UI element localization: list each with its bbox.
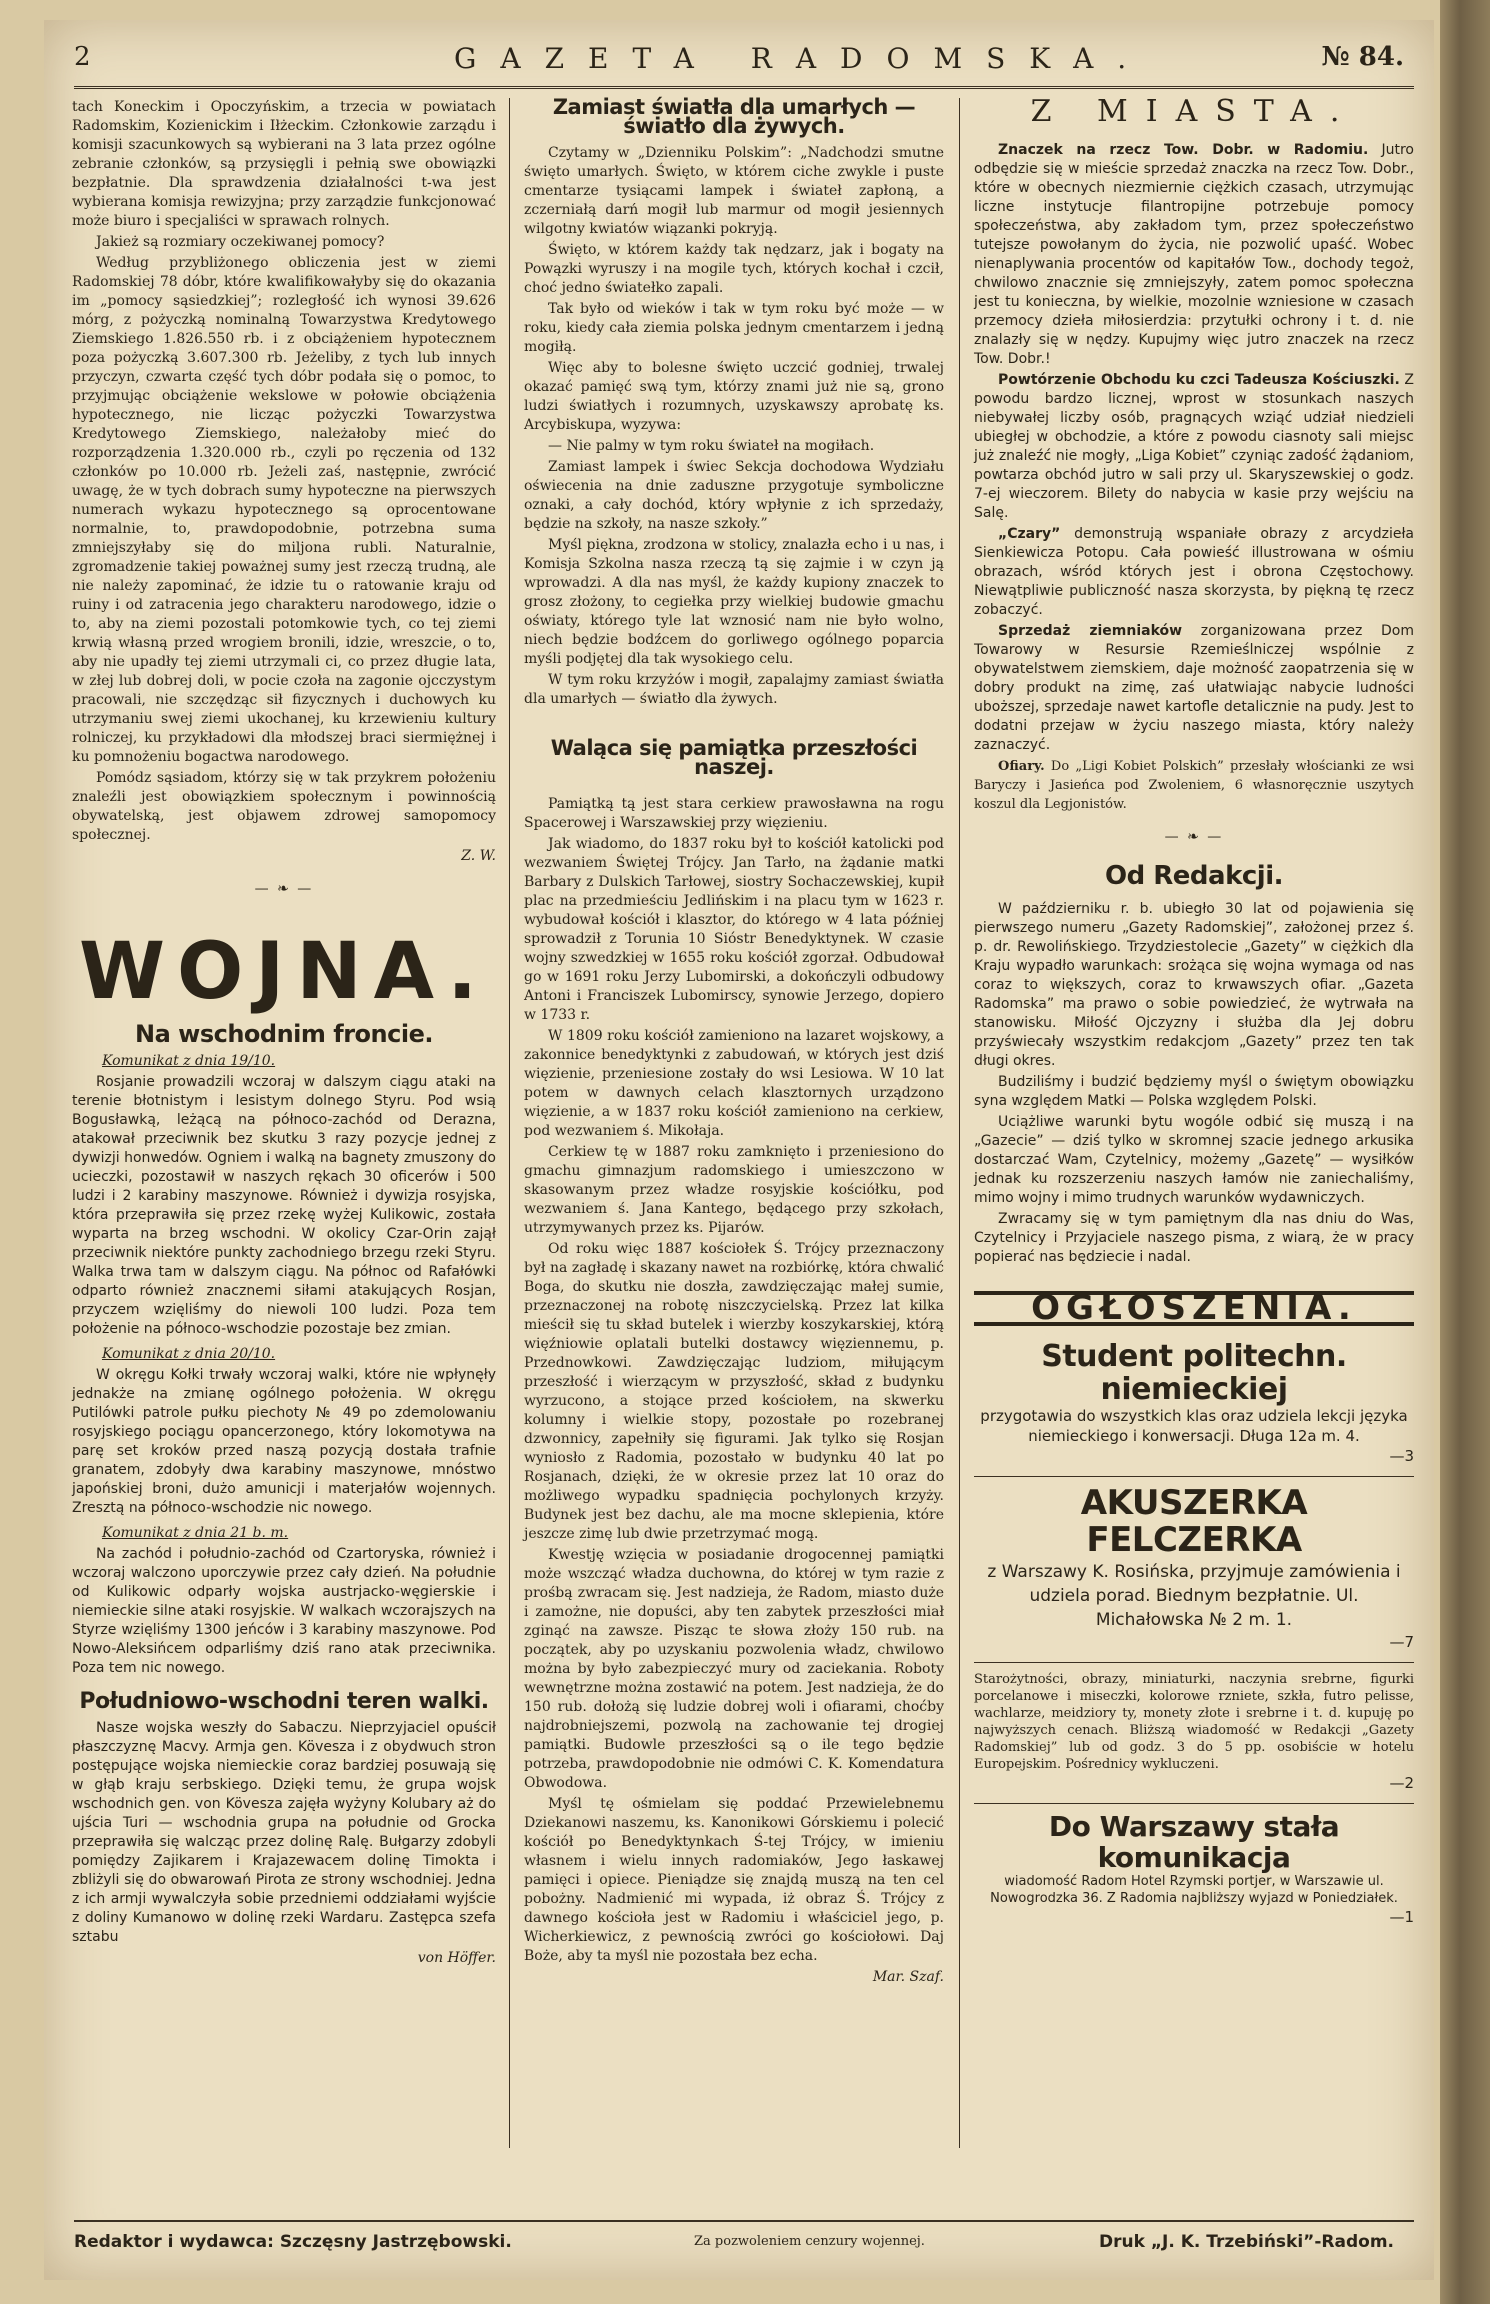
intro-signature: Z. W. [461,848,496,864]
ad-body: z Warszawy K. Rosińska, przyjmuje zamówienia i udziela porad. Biednym bezpłatnie. Ul. Michałowska № 2 m. 1. [987,1561,1401,1630]
ad-title: Do Warszawy stała komunikacja [1048,1809,1340,1874]
ad-body: Starożytności, obrazy, miniaturki, naczynia srebrne, figurki porcelanowe i miseczki, kolorowe rzniete, szkła, futro pelisse, wachlarze, meidziory ty, monety złote i srebrne i t. d. kupuję po najwyższych cenach. Bliższą wiadomość w Redakcji „Gazety Radomskiej” lub od godz. 3 do 5 pp. osobiście w hotelu Europejskim. Pośrednicy wykluczeni. [974,1671,1414,1772]
intro-paragraph: Pomódz sąsiadom, którzy się w tak przykrem położeniu znaleźli jest obowiązkiem społecznym i powinnością obywatelską, jest objawem zdrowej samopomocy społecznej. [72,770,496,843]
issue-number: № 84. [1321,42,1404,72]
column-2 [524,95,944,1989]
city-news-lead: Ofiary. [998,759,1045,774]
footer-editor: Redaktor i wydawca: Szczęsny Jastrzębowski. [74,2232,512,2252]
article-paragraph: W tym roku krzyżów i mogił, zapalajmy zamiast światła dla umarłych — światło dla żywych. [524,672,944,707]
ad-antiques [974,1663,1414,1804]
war-heading: WOJNA. [78,927,490,1017]
southeast-signature: von Höffer. [417,1950,496,1966]
ad-midwife [974,1477,1414,1663]
article-paragraph: Od roku więc 1887 kościołek Ś. Trójcy przeznaczony był na zagładę i skazany nawet na rozbiórkę, która chwalić Boga, do skutku nie doszła, zawdzięczając małej sumie, przeznaczonej na robotę niszczycielską. Przez lat kilka mieścił się tu skład butelek i wierzby koszykarskiej, którą więźniowie oplatali butelki dostawcy więziennemu, p. Przednowkowi. Zawdzięczając ludziom, miłującym przeszłość i wierzącym w przyszłość, skład z budynku wyrzucono, a stojące przed kościołem, na skwerku kolumny i wielkie stopy, pozostałe po rozebranej dzwonnicy, zapełniły się figurami. Jak tylko się Rosjan wyniosło z Radomia, pozostało w budynku 40 lat po Rosjanach, dzięki, że w okresie przez lat 10 oraz do możliwego wypadku spadnięcia pochylonych krzyży. Budynek jest bez dachu, ale ma mocne sklepienia, które jeszcze zimę lub dwie przetrzymać mogą. [524,1241,944,1542]
communique-text: Rosjanie prowadzili wczoraj w dalszym ciągu ataki na terenie błotnistym i lesistym dolnego Styru. Pod wsią Bogusławką, leżącą na północo-zachód od Derazna, atakował przeciwnik bez skutku 3 razy pozycje jednej z dywizji honwedów. Ogniem i walką na bagnety zmuszony do ucieczki, pozostawił w naszych rękach 30 oficerów i 500 ludzi i 2 karabiny maszynowe. Również i dywizja rosyjska, która przeprawiła się przez rzekę wyżej Kulikowic, została wyparta na brzeg wschodni. W okolicy Czar-Orin zajął przeciwnik niektóre punkty zachodniego brzegu rzeki Styru. Walka trwa tam w dalszym ciągu. Na północ od Rafałówki odparto również znacznemi siłami atakujących Rosjan, przyczem wzięliśmy do niewoli 100 ludzi. Poza tem położenie na północo-wschodzie pozostaje bez zmian. [72,1074,496,1337]
article-heading-church: Waląca się pamiątka przeszłości naszej. [550,736,918,779]
article-paragraph: — Nie palmy w tym roku świateł na mogiłach. [548,438,875,454]
ad-title: Student politechn. niemieckiej [1041,1339,1347,1407]
article-paragraph: Kwestję wzięcia w posiadanie drogocennej pamiątki może wszcząć władza duchowna, do której w tym razie z prośbą zwracam się. Jest nadzieja, że Radom, miasto duże i zamożne, nie dopuści, aby ten zabytek przeszłości miał zginąć na zawsze. Pisząc te słowa złoży 150 rub. na początek, aby po uzyskaniu pozwolenia władz, chwilowo można by było zabezpieczyć mury od zaciekania. Roboty wewnętrzne można zostawić na potem. Jest nadzieja, że do 150 rub. dołożą się ludzie dobrej woli i ofiarami, choćby najdrobniejszemi, pozwolą na zachowanie tej drogiej pamiątki. Budowle przeszłości są o ile tego będzie potrzeba, prawdopodobnie nie odmówi C. K. Komendatura Obwodowa. [524,1547,944,1791]
southeast-front-heading: Południowo-wschodni teren walki. [79,1689,489,1714]
ornament-divider: — ❧ — [254,881,314,897]
city-news-lead: „Czary” [998,526,1061,542]
article-paragraph: Jak wiadomo, do 1837 roku był to kościół katolicki pod wezwaniem Świętej Trójcy. Jan Tarło, na żądanie matki Barbary z Dulskich Tarłowej, siostry Sochaczewskiej, kupił plac na przedmieściu Jedlińskim i na placu tym w 1623 r. wybudował kościół i klasztor, do którego w 4 lata później sprowadził z Torunia 10 Sióstr Benedyktynek. W czasie wojny szwedzkiej w 1655 roku kościół zgorzał. Odbudował go w 1691 roku Jerzy Lubomirski, a dokończyli odbudowy Antoni i Franciszek Lubomirscy, synowie Jerzego, dopiero w 1733 r. [524,836,944,1023]
city-news-heading: Z MIASTA. [1030,94,1358,129]
ad-transport [974,1804,1414,1938]
ad-body: przygotawia do wszystkich klas oraz udziela lekcji języka niemieckiego i konwersacji. Długa 12a m. 4. [980,1407,1408,1445]
ads-heading: OGŁOSZENIA. [974,1291,1414,1326]
column-3 [974,94,1415,1937]
city-news-lead: Znaczek na rzecz Tow. Dobr. w Radomiu. [998,142,1369,158]
ad-student [974,1332,1414,1477]
article-paragraph: Pamiątką tą jest stara cerkiew prawosławna na rogu Spacerowej i Warszawskiej przy więzieniu. [524,796,944,831]
footer-censor: Za pozwoleniem cenzury wojennej. [694,2234,925,2249]
communique-text: Na zachód i południo-zachód od Czartoryska, również i wczoraj walczono uporczywie przez cały dzień. Na południe od Kulikowic odparły wojska austrjacko-węgierskie i niemieckie silne ataki rosyjskie. W walkach wczorajszych na Styrze wzięliśmy 1300 jeńców i 3 karabiny maszynowe. Pod Nowo-Aleksińcem odparliśmy dziś rano atak przeciwnika. Poza tem nic nowego. [72,1546,496,1676]
intro-paragraph: Jakież są rozmiary oczekiwanej pomocy? [96,234,385,250]
city-news-text: zorganizowana przez Dom Towarowy w Resursie Rzemieślniczej wspólnie z obywatelstwem ziemskiem, daje możność zaopatrzenia się w dobry produkt na zimę, zaś ułatwiając nabycie ludności uboższej, sprzedaje nawet kartofle detalicznie na pudy. Jest to dodatni przejaw w życiu naszego miasta, który należy zaznaczyć. [974,623,1415,753]
communique-date: Komunikat z dnia 19/10. [102,1053,276,1069]
editorial-heading: Od Redakcji. [1105,861,1283,891]
city-news-item [974,757,1414,814]
intro-paragraph: Według przybliżonego obliczenia jest w ziemi Radomskiej 78 dóbr, które kwalifikowałyby się do okazania im „pomocy sąsiedzkiej”; rozległość ich wynosi 39.626 mórg, z pożyczką nominalną Towarzystwa Kredytowego Ziemskiego 1.826.550 rb. i z obciążeniem hypotecznem poza pożyczką 3.607.300 rb. Jeżeliby, z tych lub innych przyczyn, czwarta część tych dóbr podała się o pomoc, to przyjmując obciążenie wekslowe w połowie obciążenia hypotecznego, nie licząc pożyczki Towarzystwa Kredytowego Ziemskiego, należałoby mieć do rozporządzenia 1.320.000 rb., czyli po ręczenia od 132 członków po 10.000 rb. Jeżeli zaś, następnie, zwrócić uwagę, że w tych dobrach sumy hypoteczne na pierwszych numerach wykazu hypotecznego są oprocentowane normalnie, to, prawdopodobnie, potrzebna suma zmniejszyłaby się do miljona rubli. Naturalnie, zgromadzenie takiej poważnej sumy jest rzeczą trudną, ale nie należy zapominać, że idzie tu o ratowanie kraju od ruiny i od zatracenia jego charakteru narodowego, idzie o to, aby na ziemi pozostali potomkowie tych, co tej ziemi krwią własną przed wrogiem bronili, idzie, wreszcie, o to, aby nie upadły tej ziemi utrzymali ci, co przez długie lata, w złej lub dobrej doli, w pocie czoła na zagonie ojcczystym pracowali, nie szczędząc sił fizycznych i duchowych ku utrzymaniu swej ziemi ukochanej, ku krzewieniu kultury rolniczej, ku przykładowi dla młodszej braci siermiężnej i ku pomnożeniu bogactwa narodowego. [72,255,496,765]
paper-title: GAZETA RADOMSKA. [454,42,1151,75]
article-paragraph: Myśl tę ośmielam się poddać Przewielebnemu Dziekanowi naszemu, ks. Kanonikowi Górskiemu i polecić kościół po Benedyktynkach Ś-tej Trójcy, w imieniu własnem i wielu innych radomiaków, Jego łaskawej pamięci i opiece. Pieniądze się znajdą muszą na ten cel pobożny. Nadmienić mi wypada, iż obraz Ś. Trójcy z dawnego kościoła jest w Radomiu i właściciel jego, p. Wicherkiewicz, z pewnością zwróci go kościołowi. Daj Boże, aby ta myśl nie pozostała bez echa. [524,1796,944,1964]
column-rule-1 [509,98,510,2148]
article-paragraph: Cerkiew tę w 1887 roku zamknięto i przeniesiono do gmachu gimnazjum radomskiego i umieszczono w skasowanym przez władze rosyjskie kościółku, pod wezwaniem ś. Jana Kantego, będącego przy szkołach, utrzymywanych przez ks. Pijarów. [524,1144,944,1236]
east-front-heading: Na wschodnim froncie. [135,1020,433,1048]
city-news-item [974,371,1414,523]
article-heading-lights: Zamiast światła dla umarłych — światło dla żywych. [552,95,916,138]
newspaper-page [44,20,1434,2280]
communique-text: W okręgu Kołki trwały wczoraj walki, które nie wpłynęły jednakże na zmianę ogólnego położenia. W okręgu Putilówki patrole pułku piechoty № 49 po zdemolowaniu rosyjskiego pociągu opancerzonego, który lokomotywa na parę set kroków przed naszą pozycją dostała trafnie granatem, zdobyły dwa karabiny maszynowe, mnóstwo japońskiej broni, dużo amunicji i materjałów wojennych. Zresztą na północo-wschodzie nic nowego. [72,1367,496,1516]
article-paragraph: W 1809 roku kościół zamieniono na lazaret wojskowy, a zakonnice benedyktynki z zabudowań, w których jest dziś więzienie, przeniesione zostały do wsi Lesiowa. W 10 lat potem w dawnych celach klasztornych urządzono więzienie, a w 1837 roku kościół zamieniono na cerkiew, pod wezwaniem ś. Mikołaja. [524,1028,944,1139]
ad-number: —3 [1389,1447,1414,1465]
editorial-paragraph: Zwracamy się w tym pamiętnym dla nas dniu do Was, Czytelnicy i Przyjaciele naszego pisma, z wiarą, że w pracy popierać nas będziecie i nadal. [974,1211,1414,1265]
editorial-paragraph: Uciążliwe warunki bytu wogóle odbić się muszą i na „Gazecie” — dziś tylko w skromnej szacie jednego arkusika dostarczać Wam, Czytelnicy, możemy „Gazetę” — wysiłków jednak ku rozszerzeniu naszych łamów nie zaniechaliśmy, mimo wojny i mimo trudnych warunków wydawniczych. [974,1114,1414,1206]
page-number: 2 [74,42,91,72]
page-footer [74,2220,1414,2262]
column-rule-2 [959,98,960,2148]
article-paragraph: Tak było od wieków i tak w tym roku być może — w roku, kiedy cała ziemia polska jednym cmentarzem i jedną mogiłą. [524,301,944,355]
communique-date: Komunikat z dnia 21 b. m. [102,1525,289,1541]
southeast-text: Nasze wojska weszły do Sabaczu. Nieprzyjaciel opuścił płaszczyznę Macvy. Armja gen. Kövesza i z obydwuch stron postępujące wojska niemieckie coraz bardziej posuwają się w głąb kraju serbskiego. Dzięki temu, że grupa wojsk wschodnich gen. von Kövesza zajęła wyżyny Kolubary aż do ujścia Turi — wschodnia grupa na południe od Grocka przeprawiła się walcząc przez dolinę Ralę. Bułgarzy zdobyli pomiędzy Zajikarem i Krajazewacem dolinę Timokta i zbliżyli się do obwarowań Pirota ze strony wschodniej. Jedna z ich armji wywalczyła sobie przedniemi oddziałami wyjście z doliny Kumanowo w dolinę rzeki Wardaru. Zastępca szefa sztabu [72,1720,496,1945]
article-paragraph: Czytamy w „Dzienniku Polskim”: „Nadchodzi smutne święto umarłych. Święto, w którem ciche zwykle i puste cmentarze tysiącami lampek i świateł zapłoną, a zczerniałą darń mogił lub marmur od mogił jesiennych wilgotny kwiatów wiązanki pokryją. [524,145,944,237]
article-paragraph: Zamiast lampek i świec Sekcja dochodowa Wydziału oświecenia na dnie zaduszne przygotuje symboliczne oznaki, a cały dochód, który wpłynie z ich sprzedaży, będzie na szkoły, na nasze szkoły.” [524,459,944,532]
article-signature: Mar. Szaf. [872,1969,944,1985]
intro-paragraph: tach Koneckim i Opoczyńskim, a trzecia w powiatach Radomskim, Kozienickim i Iłżeckim. Członkowie zarządu i komisji szacunkowych są wybierani na 3 lata przez ogólne zebranie członków, są przysięgli i pełnią swe obowiązki bezpłatnie. Dla sprawdzenia działalności t-wa jest wybierana komisja rewizyjna; przy zarządzie funkcjonować może biuro i specjaliści w sprawach rolnych. [72,99,496,229]
column-1 [72,98,496,1970]
footer-printer: Druk „J. K. Trzebiński”-Radom. [1099,2232,1394,2252]
city-news-item [974,622,1414,755]
city-news-lead: Sprzedaż ziemniaków [998,623,1183,639]
ad-title: AKUSZERKA FELCZERKA [1080,1483,1308,1561]
masthead [74,30,1414,89]
city-news-lead: Powtórzenie Obchodu ku czci Tadeusza Kościuszki. [998,372,1400,388]
ad-number: —7 [1389,1632,1414,1651]
ornament-divider: — ❧ — [1164,829,1224,845]
editorial-paragraph: W październiku r. b. ubiegło 30 lat od pojawienia się pierwszego numeru „Gazety Radomskiej”, założonej przez ś. p. dr. Rewolińskiego. Trzydziestolecie „Gazety” w ciężkich dla Kraju wypadło warunkach: srożąca się wojna wymaga od nas coraz to większych, coraz to krwawszych ofiar. „Gazeta Radomska” ma prawo o sobie powiedzieć, że wytrwała na stanowisku. Miłość Ojczyzny i służba dla Jej dobru przyświecały wszystkim redakcjom „Gazety” przez ten tak długi okres. [974,901,1414,1069]
city-news-item [974,141,1414,369]
city-news-text: Z powodu bardzo licznej, wprost w stosunkach naszych niebywałej liczby osób, pragnących wziąć udział niedzieli ubiegłej w obchodzie, a które z powodu ciasnoty sali miejsc już znaleźć nie mogły, „Liga Kobiet” czyniąc zadość żądaniom, powtarza obchód jutro w sali przy ul. Skaryszewskiej o godz. 7-ej wieczorem. Bilety do nabycia w kasie przy wejściu na Salę. [974,372,1414,521]
communique-date: Komunikat z dnia 20/10. [102,1346,276,1362]
city-news-text: Jutro odbędzie się w mieście sprzedaż znaczka na rzecz Tow. Dobr., które w obecnych niezmiernie ciężkich czasach, utrzymując liczne instytucje filantropijne potrzebuje pomocy społeczeństwa, aby zakładom tym, przez społeczeństwo tutejsze powołanym do życia, nie pozwolić upaść. Wobec nienaplywania procentów od kapitałów Tow., dochody tegoż, chwilowo znacznie się zmniejszyły, zatem pomoc społeczna jest tu konieczna, by wielkie, mozolnie wzniesione w czasach przemocy dzieła miłosierdzia: przytułki ochrony i t. d. nie znalazły się w nędzy. Kupujmy więc jutro znaczek na rzecz Tow. Dobr.! [974,142,1414,367]
ad-number: —2 [1389,1773,1414,1792]
article-paragraph: Święto, w którem każdy tak nędzarz, jak i bogaty na Powązki wyruszy i na mogile tych, których kochał i czcił, choć jedno światełko zapali. [524,242,944,296]
editorial-paragraph: Budziliśmy i budzić będziemy myśl o świętym obowiązku syna względem Matki — Polska względem Polski. [974,1074,1414,1109]
city-news-text: demonstrują wspaniałe obrazy z arcydzieła Sienkiewicza Potopu. Cała powieść illustrowana w ośmiu obrazach, wśród których jest i obrona Częstochowy. Niewątpliwie publiczność nasza skorzysta, by piękną tę rzecz zobaczyć. [974,526,1415,618]
article-paragraph: Myśl piękna, zrodzona w stolicy, znalazła echo i u nas, i Komisja Szkolna nasza rzeczą tą się zajmie i w czyn ją wprowadzi. A dla nas myśl, że każdy kupiony znaczek to grosz złożony, to cegiełka przy wielkiej budowie gmachu oświaty, którego tyle lat wznosić nam nie było wolno, niech będzie bodźcem do gorliwego ogólnego poparcia myśli podjętej dla tak wysokiego celu. [524,537,944,667]
article-paragraph: Więc aby to bolesne święto uczcić godniej, trwalej okazać pamięć swą tym, którzy znami już nie są, grono ludzi światłych i rozumnych, uzyskawszy aprobatę ks. Arcybiskupa, wyzywa: [524,360,944,433]
binding-spine [1440,0,1490,2304]
city-news-item [974,525,1414,620]
city-news-text: Do „Ligi Kobiet Polskich” przesłały włościanki ze wsi Baryczy i Jasieńca pod Zwoleniem, 6 własnoręcznie uszytych koszul dla Legjonistów. [974,759,1414,812]
ad-number: —1 [1389,1908,1414,1927]
ad-body: wiadomość Radom Hotel Rzymski portjer, w Warszawie ul. Nowogrodzka 36. Z Radomia najbliższy wyjazd w Poniedziałek. [990,1874,1398,1907]
